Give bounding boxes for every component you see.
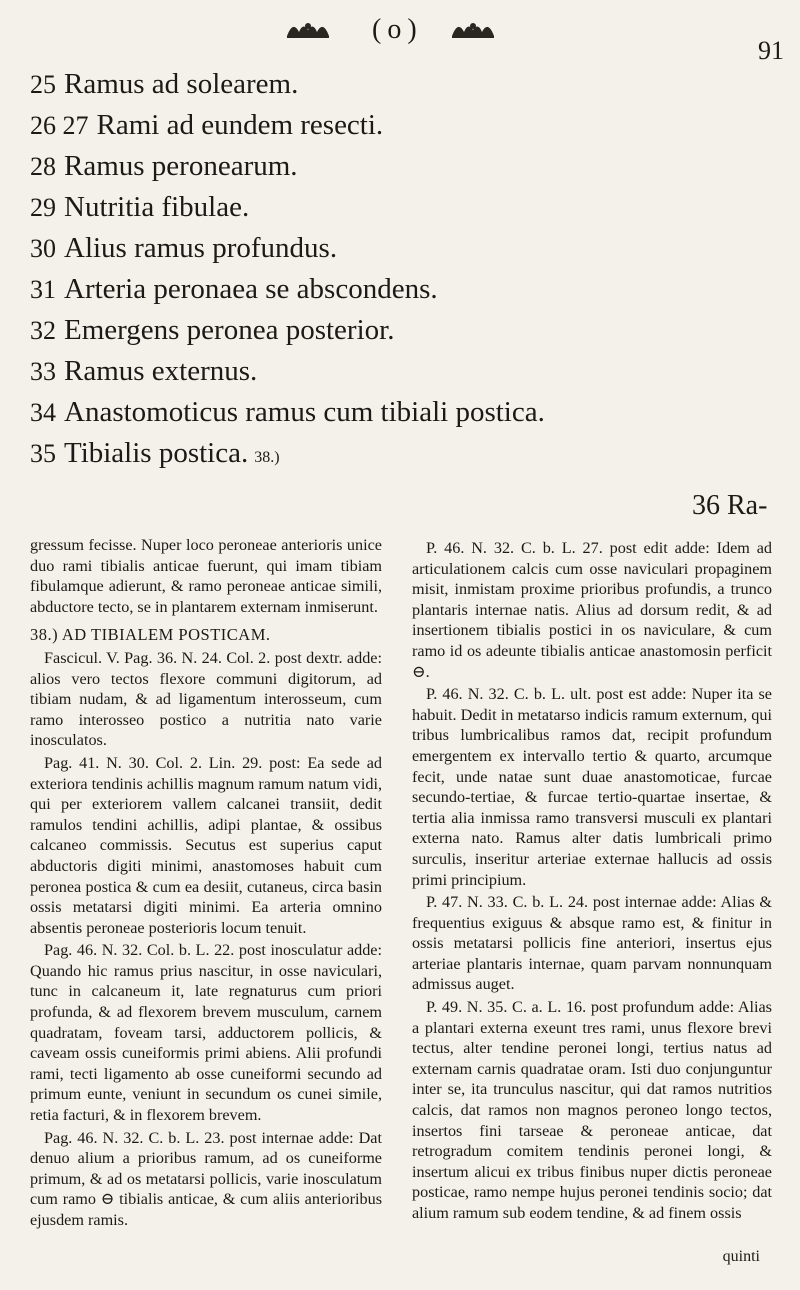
legend-number: 30 (30, 234, 56, 263)
legend-number: 26 27 (30, 111, 89, 140)
legend-text: Alius ramus profundus. (64, 232, 338, 264)
legend-number: 31 (30, 275, 56, 304)
page-mark: (o) (372, 14, 423, 45)
legend-item (30, 228, 750, 269)
paragraph: P. 46. N. 32. C. b. L. ult. post est adde: Nuper ita se habuit. Dedit in metatarso indicis ramum externum, qui tribus lumbricalibus ramos dat, recipit profundum emergentem ex intervallo tertio & quarto, arcumque fecit, unde natae sunt duae anastomoticae, furcae secundo-tertiae, & furcae tertio-quartae insertae, & tertia alia inmissa ramo transversi musculi ex plantari externa nato. Ramus alter datis lumbricali primo surculis, inseritur arteriae externae hallucis ad ossis primi principium. (412, 685, 772, 889)
legend-text: Ramus peronearum. (64, 150, 298, 182)
right-column (412, 538, 772, 1226)
page-number: 91 (758, 36, 784, 65)
legend-text: Anastomoticus ramus cum tibiali postica. (64, 396, 545, 428)
legend-number: 28 (30, 152, 56, 181)
legend-number: 34 (30, 398, 56, 427)
legend-text: Tibialis postica. (64, 437, 249, 469)
section-heading: 38.) AD TIBIALEM POSTICAM. (30, 625, 271, 645)
legend-number: 33 (30, 357, 56, 386)
figure-legend (30, 64, 750, 474)
legend-text: Ramus externus. (64, 355, 258, 387)
paragraph: Pag. 41. N. 30. Col. 2. Lin. 29. post: Ea sede ad exteriora tendinis achillis magnum ramum natum vidi, qui per exteriorem vallem calcanei transiit, dedit ramulos tendini achillis, adipi plantae, & ossibus calcaneo commissis. Secutus est superius caput abductoris digiti minimi, anastomoses habuit cum peronea postica & cum ea desiit, cutaneus, circa basin ossis metatarsi digiti minimi. Ea arteria omnino absentis peroneae posterioris locum tenuit. (30, 753, 382, 937)
legend-text: Arteria peronaea se abscondens. (64, 273, 438, 305)
note-reference: 38.) (254, 449, 280, 466)
ornament-right-icon (450, 18, 496, 40)
legend-item (30, 310, 750, 351)
legend-item (30, 64, 750, 105)
legend-item (30, 187, 750, 228)
legend-item (30, 392, 750, 433)
paragraph: Pag. 46. N. 32. C. b. L. 23. post internae adde: Dat denuo alium a prioribus ramum, ad os cuneiforme primum, & ad os metatarsi pollicis, varie inosculatum cum ramo ⊖ tibialis anticae, & cum aliis anterioribus ejusdem ramis. (30, 1128, 382, 1229)
legend-number: 29 (30, 193, 56, 222)
page-header (0, 14, 800, 65)
legend-number: 35 (30, 439, 56, 468)
paragraph: gressum fecisse. Nuper loco peroneae anterioris unice duo rami tibialis anticae fuerunt, qui imam tibiam fibulamque adierunt, & ramo peroneae anticae simili, abductore tecto, se in plantarem externam inmiserunt. (30, 536, 382, 616)
paragraph: P. 47. N. 33. C. b. L. 24. post internae adde: Alias & frequentius exiguus & absque ramo est, & finitur in ossis metatarsi pollicis fine anteriori, insertus ejus arteriae plantaris internae, quam parvam nonnunquam admissus auget. (412, 893, 772, 994)
paragraph: P. 46. N. 32. C. b. L. 27. post edit adde: Idem ad articulationem calcis cum osse naviculari propaginem misit, inmistam proxime prioribus profundis, a trunco plantaris internae natis. Alius ad dorsum redit, & ad insertionem tibialis postici in os naviculare, & cum ramo id os adeunte tibialis anticae anastomosin perficit ⊖. (412, 539, 772, 681)
legend-item (30, 433, 750, 474)
catchword-page: quinti (722, 1248, 760, 1265)
paragraph: Pag. 46. N. 32. Col. b. L. 22. post inosculatur adde: Quando hic ramus prius nascitur, in osse naviculari, tunc in calcaneum it, late regnaturus cum priori profunda, & ad flexorem brevem musculum, carnem quadratam, foveam tarsi, adductorem pollicis, & caveam ossis cuneiformis primi abiens. Alii profundi rami, tecti ligamento ab osse cuneiformi secundo ad primum eunte, veniunt in secundum os cunei simile, retia facturi, & in flexorem brevem. (30, 941, 382, 1125)
legend-number: 32 (30, 316, 56, 345)
legend-item (30, 351, 750, 392)
ornament-left-icon (285, 18, 331, 40)
legend-item (30, 146, 750, 187)
legend-number: 25 (30, 70, 56, 99)
legend-text: Nutritia fibulae. (64, 191, 250, 223)
legend-text: Emergens peronea posterior. (64, 314, 395, 346)
legend-text: Ramus ad solearem. (64, 68, 299, 100)
legend-item (30, 105, 750, 146)
legend-text: Rami ad eundem resecti. (96, 109, 384, 141)
legend-item (30, 269, 750, 310)
paragraph: P. 49. N. 35. C. a. L. 16. post profundum adde: Alias a plantari externa exeunt tres rami, unus flexore brevi tectus, alter tendine peronei longi, tertius natus ad externam carnis quadratae oram. Isti duo conjunguntur inter se, ita trunculus nascitur, qui dat ramos nutritios calcis, dat ramos non magnos peroneo longo tectos, insertos fini tarseae & peroneae anticae, dat retrogradum comitem tendinis peronei longi, & insertum alicui ex tribus finibus nuper dictis peroneae posticae, ramo nempe hujus peronei tendinis socio; dat alium ramum sub eodem tendine, & ad finem ossis (412, 998, 772, 1222)
left-column (30, 535, 382, 1233)
paragraph: Fascicul. V. Pag. 36. N. 24. Col. 2. post dextr. adde: alios vero tectos flexore communi digitorum, ad tibiam nudam, & ad ligamentum interosseum, cum ramo interosseo postico a nutritia nato varie inosculatos. (30, 648, 382, 750)
catchword-legend: 36 Ra- (692, 490, 768, 521)
